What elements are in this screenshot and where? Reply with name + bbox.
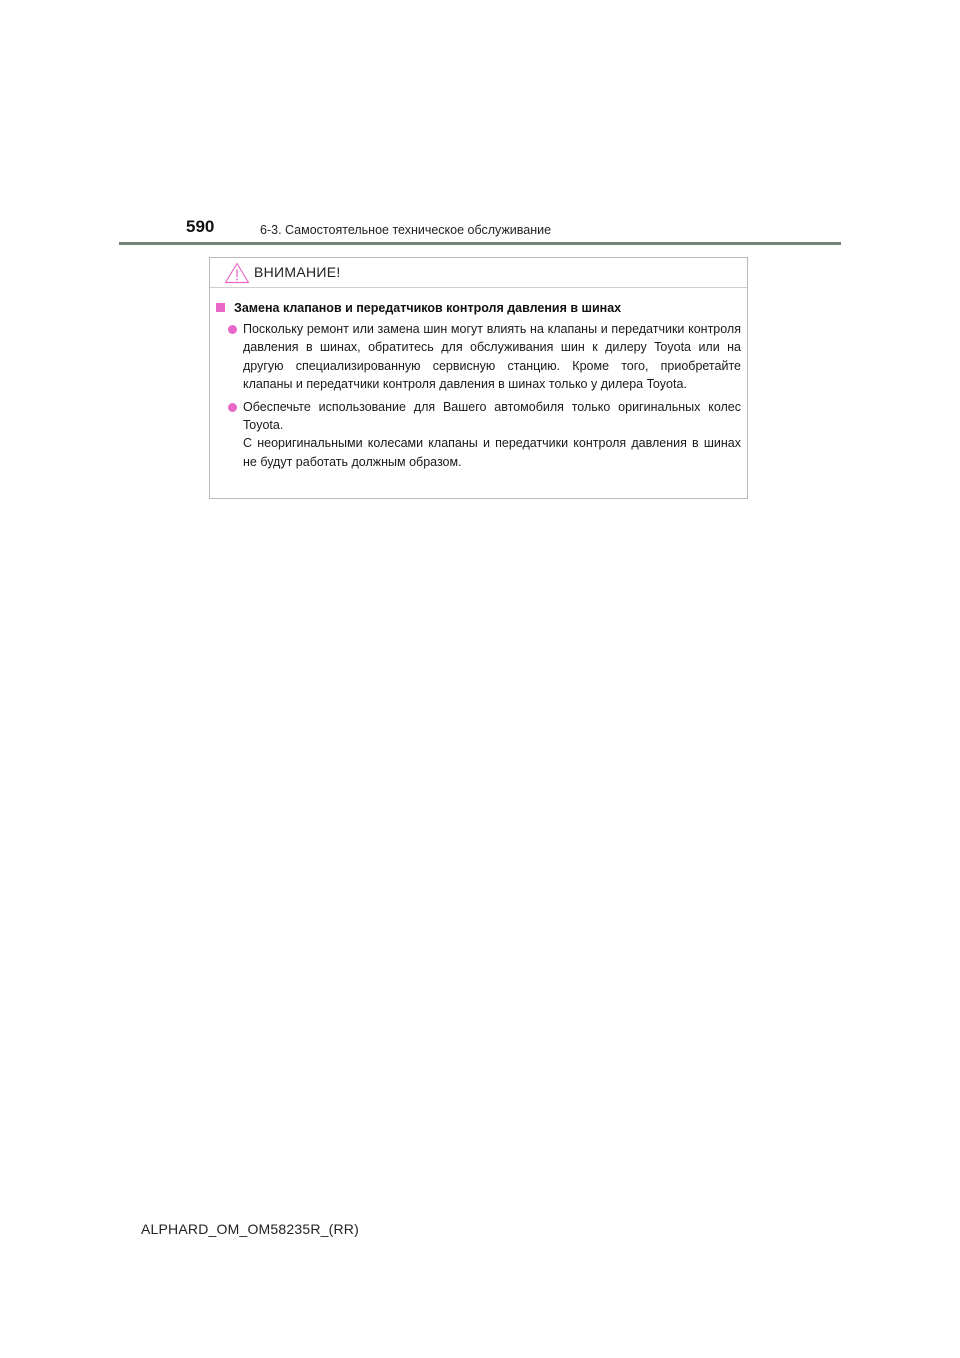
list-item-text-continued: С неоригинальными колесами клапаны и передатчики контроля давления в шинах не будут работать должным образом. <box>243 436 741 469</box>
caution-list <box>210 320 747 471</box>
round-bullet-icon <box>228 325 237 334</box>
caution-subheading <box>216 300 747 316</box>
section-title: 6-3. Самостоятельное техническое обслуживание <box>260 223 552 237</box>
warning-triangle-icon <box>224 262 250 284</box>
caution-box <box>209 257 748 499</box>
list-item-text: Обеспечьте использование для Вашего автомобиля только оригинальных колес Toyota. <box>243 399 741 433</box>
subheading-text: Замена клапанов и передатчиков контроля давления в шинах <box>234 301 622 315</box>
caution-body <box>210 300 747 471</box>
caution-header <box>210 258 747 288</box>
list-item <box>243 398 741 472</box>
footer-code: ALPHARD_OM_OM58235R_(RR) <box>141 1221 359 1237</box>
caution-label: ВНИМАНИЕ! <box>254 264 341 280</box>
round-bullet-icon <box>228 403 237 412</box>
list-item-text: Поскольку ремонт или замена шин могут влиять на клапаны и передатчики контроля давления в шинах, обратитесь для обслуживания шин к дилеру Toyota или на другую специализированную сервисную станцию. Кроме того, приобретайте клапаны и передатчики контроля давления в шинах только у дилера Toyota. <box>243 322 742 392</box>
page-number: 590 <box>186 217 215 236</box>
list-item <box>243 320 741 394</box>
header-rule <box>119 242 841 245</box>
square-bullet-icon <box>216 303 225 312</box>
